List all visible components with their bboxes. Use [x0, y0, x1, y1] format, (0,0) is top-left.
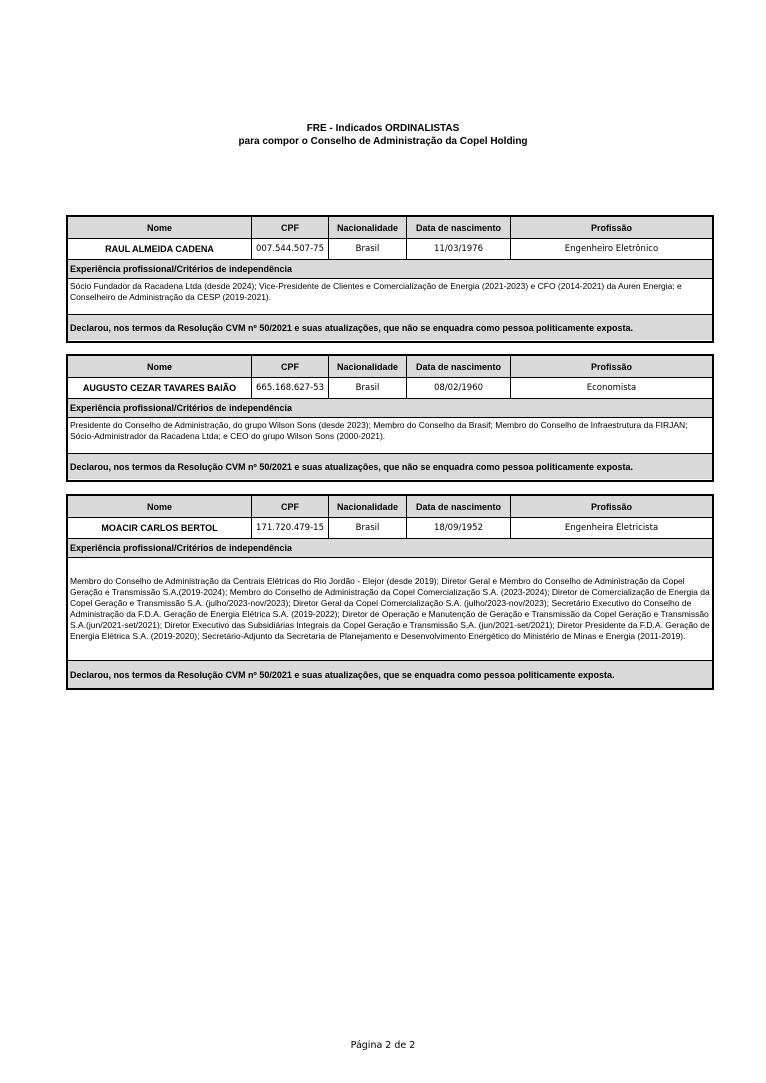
header-cpf: CPF — [252, 496, 329, 517]
candidate-name: RAUL ALMEIDA CADENA — [68, 239, 252, 259]
experience-label: Experiência profissional/Critérios de independência — [68, 260, 712, 278]
header-nacionalidade: Nacionalidade — [329, 356, 407, 377]
candidate-cpf: 171.720.479-15 — [252, 518, 329, 538]
header-profissao: Profissão — [511, 356, 712, 377]
header-profissao: Profissão — [511, 217, 712, 238]
candidate-name: MOACIR CARLOS BERTOL — [68, 518, 252, 538]
experience-text: Membro do Conselho de Administração da Centrais Elétricas do Rio Jordão - Elejor (desde 2019); Diretor Geral e Membro do Conselho de Administração da Copel Geração e Transmissão S.A.(2019-2024); Membro do Conselho de Administração da Copel Comercialização S.A. (2023-2024); Diretor de Comercialização de Energia da Copel Geração e Transmissão S.A. (julho/2023-nov/2023); Diretor Geral da Copel Comercialização S.A. (julho/2023-nov/2023); Secretário Executivo do Conselho de Administração da F.D.A. Geração de Energia Elétrica S.A. (2019-2022); Diretor de Operação e Manutenção de Geração e Transmissão da Copel Geração e Transmissão S.A.(jun/2021-set/2021); Diretor Executivo das Subsidiárias Integrais da Copel Geração e Transmissão S.A. (jun/2021-set/2021); Diretor Presidente da F.D.A. Geração de Energia Elétrica S.A. (2019-2020); Secretário-Adjunto da Secretaria de Planejamento e Desenvolvimento Energético do Ministério de Minas e Energia (2011-2019). — [70, 576, 710, 641]
experience-label: Experiência profissional/Critérios de independência — [68, 539, 712, 557]
candidate-profession: Engenheiro Eletrônico — [564, 244, 659, 254]
pep-declaration: Declarou, nos termos da Resolução CVM nº 50/2021 e suas atualizações, que não se enquadra como pessoa politicamente exposta. — [68, 315, 712, 340]
page-number: Página 2 de 2 — [350, 1040, 416, 1051]
candidate-profession: Economista — [586, 383, 637, 393]
header-nome: Nome — [68, 217, 252, 238]
header-profissao: Profissão — [511, 496, 712, 517]
experience-text: Sócio Fundador da Racadena Ltda (desde 2024); Vice-Presidente de Clientes e Comercialização de Energia (2021-2023) e CFO (2014-2021) da Auren Energia; e Conselheiro de Administração da CESP (2019-2021). — [70, 281, 682, 302]
header-nome: Nome — [68, 356, 252, 377]
candidate-table-3 — [66, 494, 714, 690]
candidate-birthdate: 18/09/1952 — [407, 518, 511, 538]
document-subtitle: para compor o Conselho de Administração da Copel Holding — [238, 136, 528, 147]
header-nacionalidade: Nacionalidade — [329, 217, 407, 238]
candidate-name: AUGUSTO CEZAR TAVARES BAIÃO — [68, 378, 252, 398]
header-data-nascimento: Data de nascimento — [407, 217, 511, 238]
header-data-nascimento: Data de nascimento — [407, 356, 511, 377]
candidate-cpf: 665.168.627-53 — [252, 378, 329, 398]
candidate-birthdate: 11/03/1976 — [407, 239, 511, 259]
pep-declaration: Declarou, nos termos da Resolução CVM nº 50/2021 e suas atualizações, que se enquadra como pessoa politicamente exposta. — [68, 661, 712, 688]
header-cpf: CPF — [252, 217, 329, 238]
experience-text: Presidente do Conselho de Administração, do grupo Wilson Sons (desde 2023); Membro do Conselho da Brasif; Membro do Conselho de Infraestrutura da FIRJAN; Sócio-Administrador da Racadena Ltda; e CEO do grupo Wilson Sons (2000-2021). — [70, 420, 688, 441]
candidate-nationality: Brasil — [329, 239, 407, 259]
header-cpf: CPF — [252, 356, 329, 377]
header-nome: Nome — [68, 496, 252, 517]
document-title: FRE - Indicados ORDINALISTAS — [306, 123, 460, 134]
candidate-nationality: Brasil — [329, 378, 407, 398]
header-nacionalidade: Nacionalidade — [329, 496, 407, 517]
candidate-birthdate: 08/02/1960 — [407, 378, 511, 398]
experience-label: Experiência profissional/Critérios de independência — [68, 399, 712, 417]
pep-declaration: Declarou, nos termos da Resolução CVM nº 50/2021 e suas atualizações, que não se enquadra como pessoa politicamente exposta. — [68, 454, 712, 479]
candidate-profession: Engenheira Eletricista — [564, 523, 659, 533]
candidate-nationality: Brasil — [329, 518, 407, 538]
candidate-table-1 — [66, 215, 714, 343]
candidate-cpf: 007.544.507-75 — [252, 239, 329, 259]
candidate-table-2 — [66, 354, 714, 482]
header-data-nascimento: Data de nascimento — [407, 496, 511, 517]
